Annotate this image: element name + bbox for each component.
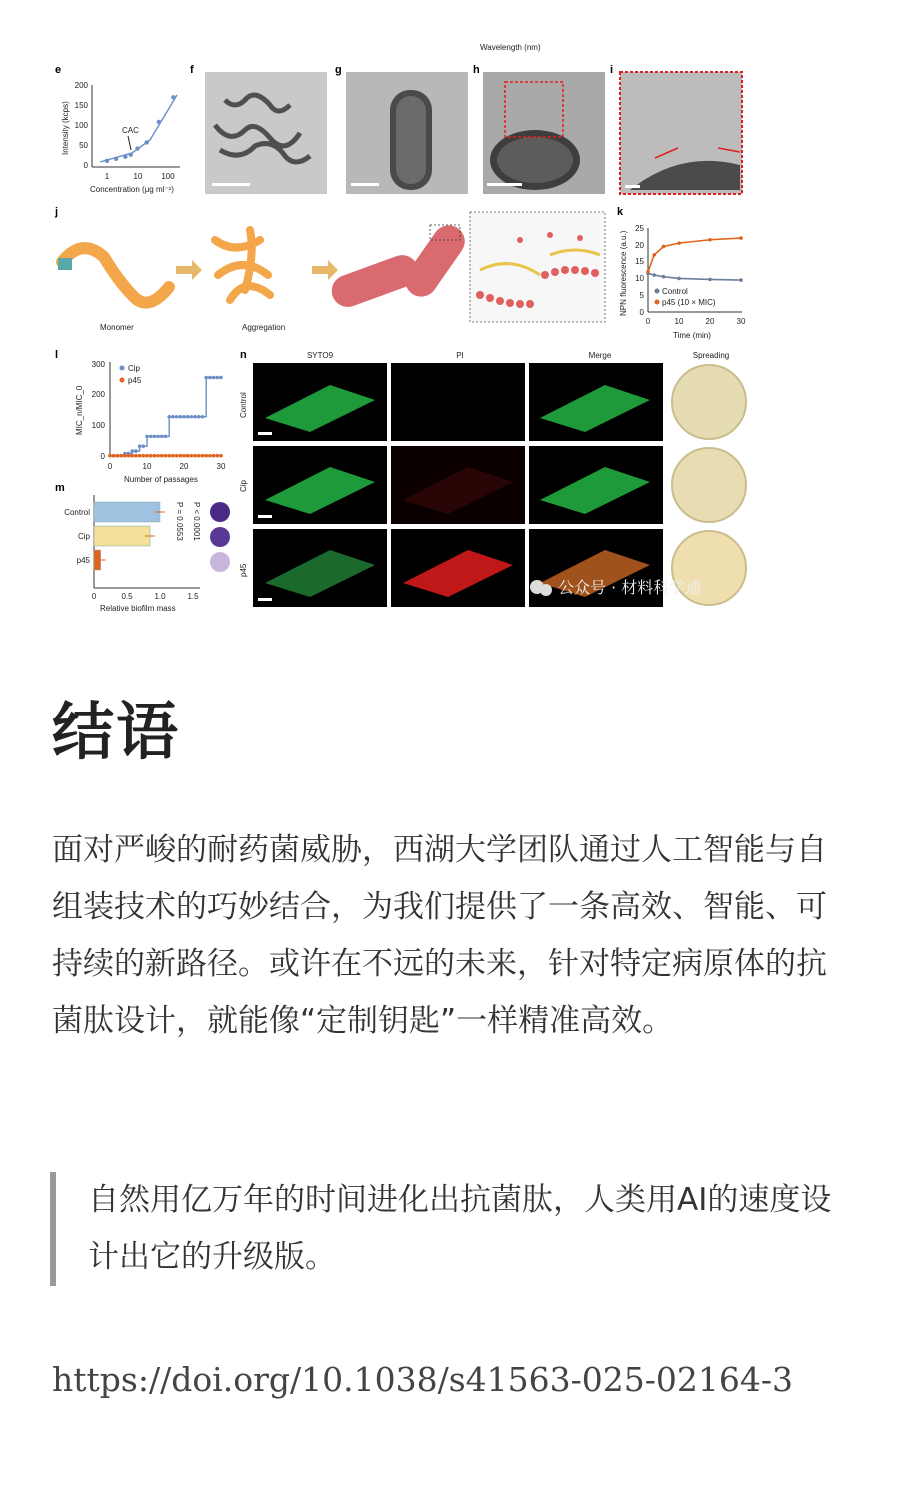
- m-category: p45: [76, 556, 90, 565]
- n-col-syto9: SYTO9: [306, 351, 334, 360]
- l-data-point: [186, 454, 190, 458]
- k-data-point: [652, 253, 656, 257]
- m-category: Cip: [77, 532, 90, 541]
- l-data-point: [156, 454, 160, 458]
- l-data-point: [190, 454, 194, 458]
- l-xtick: 20: [179, 462, 189, 471]
- k-ytick: 25: [635, 224, 644, 233]
- l-data-point: [201, 454, 205, 458]
- e-xtick: 100: [161, 172, 175, 181]
- panel-f-micrograph: [205, 72, 327, 194]
- l-data-point: [108, 454, 112, 458]
- panel-i-micrograph: [620, 72, 742, 194]
- l-data-point: [216, 454, 220, 458]
- l-data-point: [112, 454, 116, 458]
- k-data-point: [739, 278, 743, 282]
- l-data-point: [179, 454, 183, 458]
- k-data-point: [677, 277, 681, 281]
- k-ytick: 10: [635, 274, 644, 283]
- panel-label-h: h: [473, 64, 480, 76]
- panel-h-micrograph: [483, 72, 605, 194]
- k-xtick: 0: [645, 317, 651, 326]
- m-bar: [94, 526, 150, 546]
- e-data-point: [157, 120, 161, 124]
- l-data-point: [204, 454, 208, 458]
- k-data-point: [662, 275, 666, 279]
- k-ytick: 20: [635, 241, 644, 250]
- n-col-merge: Merge: [588, 351, 612, 360]
- k-ytick: 0: [639, 308, 644, 317]
- k-data-point: [708, 278, 712, 282]
- cut-top-text: Wavelength (nm): [480, 43, 541, 52]
- panel-label-e: e: [55, 64, 62, 76]
- n-col-spreading: Spreading: [692, 351, 730, 360]
- k-ytick: 15: [635, 257, 644, 266]
- k-data-point: [646, 270, 650, 274]
- n-col-pi: PI: [456, 351, 464, 360]
- panel-n-grid: [239, 351, 748, 607]
- l-data-point: [164, 435, 168, 439]
- k-ylabel: NPN fluorescence (a.u.): [619, 230, 628, 316]
- l-data-point: [175, 454, 179, 458]
- m-xtick: 0.5: [121, 592, 133, 601]
- l-legend-cip: Cip: [128, 364, 141, 373]
- l-series-line: [110, 377, 221, 455]
- l-data-point: [164, 454, 168, 458]
- l-data-point: [190, 415, 194, 419]
- l-data-point: [182, 415, 186, 419]
- e-data-point: [135, 146, 139, 150]
- k-legend-control: Control: [662, 287, 688, 296]
- l-ytick: 100: [91, 421, 105, 430]
- l-data-point: [138, 444, 142, 448]
- l-legend-p45: p45: [128, 376, 142, 385]
- l-data-point: [171, 454, 175, 458]
- k-data-point: [677, 241, 681, 245]
- k-xlabel: Time (min): [673, 331, 711, 340]
- l-data-point: [193, 415, 197, 419]
- panel-label-l: l: [55, 349, 59, 361]
- j-monomer-label: Monomer: [100, 323, 134, 332]
- panel-label-f: f: [190, 64, 194, 76]
- l-data-point: [167, 454, 171, 458]
- panel-label-k: k: [617, 206, 624, 218]
- e-data-point: [105, 159, 109, 163]
- l-data-point: [212, 454, 216, 458]
- l-data-point: [219, 454, 223, 458]
- m-p1: P = 0.0553: [175, 502, 184, 541]
- panel-k-chart: [619, 224, 746, 340]
- e-annotation: CAC: [122, 126, 139, 135]
- e-ylabel: Intensity (kcps): [61, 101, 70, 155]
- l-data-point: [119, 454, 123, 458]
- l-data-point: [149, 454, 153, 458]
- l-data-point: [134, 449, 138, 453]
- l-ytick: 200: [91, 390, 105, 399]
- e-data-point: [171, 95, 175, 99]
- l-data-point: [208, 376, 212, 380]
- l-data-point: [179, 415, 183, 419]
- l-data-point: [130, 454, 134, 458]
- l-data-point: [145, 454, 149, 458]
- e-data-point: [144, 140, 148, 144]
- l-xtick: 30: [216, 462, 226, 471]
- n-row-p45: p45: [239, 563, 248, 577]
- k-legend-p45: p45 (10 × MIC): [662, 298, 716, 307]
- k-xtick: 10: [674, 317, 684, 326]
- panel-j-schematic: [58, 212, 605, 332]
- watermark-text: 公众号 · 材料科学通: [558, 578, 702, 597]
- m-xtick: 1.0: [154, 592, 166, 601]
- k-data-point: [662, 245, 666, 249]
- panel-label-j: j: [55, 206, 59, 218]
- quote-text: 自然用亿万年的时间进化出抗菌肽，人类用AI的速度设计出它的升级版。: [88, 1182, 832, 1275]
- l-data-point: [167, 415, 171, 419]
- l-data-point: [186, 415, 190, 419]
- e-data-point: [129, 153, 133, 157]
- e-xtick: 10: [133, 172, 143, 181]
- l-data-point: [197, 454, 201, 458]
- m-bar: [94, 502, 160, 522]
- m-xlabel: Relative biofilm mass: [100, 604, 176, 613]
- l-data-point: [142, 444, 146, 448]
- m-category: Control: [64, 508, 90, 517]
- l-data-point: [134, 454, 138, 458]
- e-data-point: [114, 157, 118, 161]
- k-series-line: [648, 238, 741, 272]
- k-data-point: [739, 236, 743, 240]
- l-data-point: [145, 435, 149, 439]
- m-xtick: 0: [91, 592, 97, 601]
- l-data-point: [197, 415, 201, 419]
- l-data-point: [175, 415, 179, 419]
- l-data-point: [127, 454, 131, 458]
- l-data-point: [182, 454, 186, 458]
- k-xtick: 30: [736, 317, 746, 326]
- l-data-point: [130, 449, 134, 453]
- section-title: 结语: [52, 695, 181, 768]
- panel-e-chart: [61, 81, 180, 194]
- l-data-point: [156, 435, 160, 439]
- l-data-point: [142, 454, 146, 458]
- k-data-point: [708, 238, 712, 242]
- blockquote: [50, 1172, 846, 1286]
- panel-label-g: g: [335, 64, 342, 76]
- m-p2: P < 0.0001: [192, 502, 201, 541]
- l-data-point: [153, 454, 157, 458]
- doi-link[interactable]: https://doi.org/10.1038/s41563-025-02164-3: [52, 1360, 794, 1399]
- l-data-point: [160, 454, 164, 458]
- panel-m-chart: [64, 495, 230, 613]
- e-ytick: 150: [74, 101, 88, 110]
- l-data-point: [160, 435, 164, 439]
- l-data-point: [123, 454, 127, 458]
- research-figure: [50, 40, 750, 615]
- k-xtick: 20: [705, 317, 715, 326]
- l-data-point: [116, 454, 120, 458]
- l-data-point: [201, 415, 205, 419]
- n-row-control: Control: [239, 392, 248, 418]
- l-data-point: [216, 376, 220, 380]
- l-ytick: 300: [91, 360, 105, 369]
- l-xtick: 10: [142, 462, 152, 471]
- l-data-point: [149, 435, 153, 439]
- l-data-point: [208, 454, 212, 458]
- panel-l-chart: [75, 360, 226, 484]
- conclusion-paragraph: 面对严峻的耐药菌威胁，西湖大学团队通过人工智能与自组装技术的巧妙结合，为我们提供了一条高效、智能、可持续的新路径。或许在不远的未来，针对特定病原体的抗菌肽设计，就能像“定制钥匙”一样精准高效。: [52, 832, 827, 1039]
- e-ytick: 100: [74, 121, 88, 130]
- n-row-cip: Cip: [239, 479, 248, 492]
- l-data-point: [212, 376, 216, 380]
- panel-label-i: i: [610, 64, 614, 76]
- l-data-point: [153, 435, 157, 439]
- j-aggregation-label: Aggregation: [242, 323, 286, 332]
- l-ylabel: MIC_n/MIC_0: [75, 385, 84, 435]
- e-xtick: 1: [104, 172, 110, 181]
- panel-g-micrograph: [346, 72, 468, 194]
- m-xtick: 1.5: [187, 592, 199, 601]
- e-xlabel: Concentration (μg ml⁻¹): [90, 185, 174, 194]
- e-ytick: 200: [74, 81, 88, 90]
- panel-label-m: m: [55, 482, 65, 494]
- l-data-point: [138, 454, 142, 458]
- panel-label-n: n: [240, 349, 247, 361]
- k-ytick: 5: [639, 291, 644, 300]
- e-ytick: 50: [79, 141, 88, 150]
- l-data-point: [219, 376, 223, 380]
- e-ytick: 0: [83, 161, 88, 170]
- e-data-point: [123, 155, 127, 159]
- l-data-point: [171, 415, 175, 419]
- l-xlabel: Number of passages: [124, 475, 198, 484]
- l-ytick: 0: [100, 452, 105, 461]
- l-data-point: [204, 376, 208, 380]
- k-data-point: [652, 273, 656, 277]
- l-xtick: 0: [107, 462, 113, 471]
- l-data-point: [193, 454, 197, 458]
